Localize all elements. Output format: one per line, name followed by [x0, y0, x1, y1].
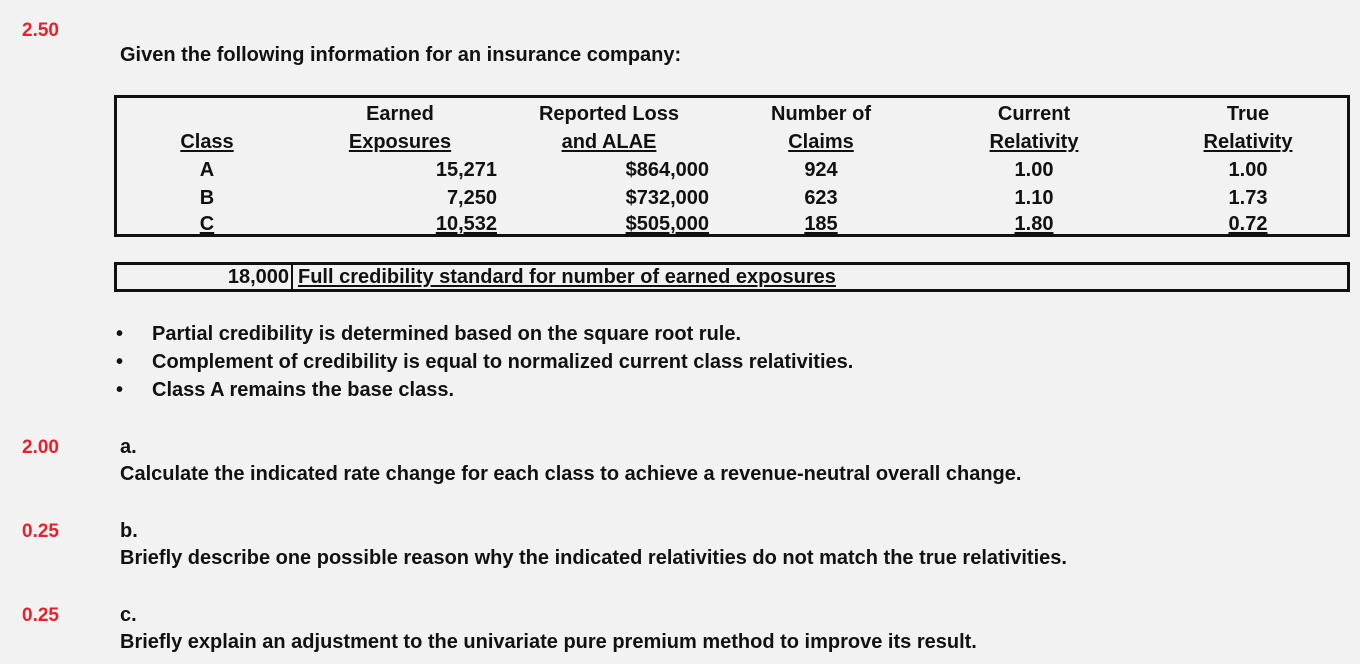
bullet-dot: •	[116, 379, 124, 401]
part-b-letter: b.	[120, 520, 138, 542]
data-table	[114, 95, 1350, 237]
question-points: 2.50	[22, 20, 59, 41]
header-current-line1: Current	[997, 103, 1071, 125]
header-claims-line2: Claims	[788, 131, 854, 153]
header-loss-line2: and ALAE	[561, 131, 657, 153]
bullet-dot: •	[116, 323, 124, 345]
part-c-text: Briefly explain an adjustment to the univariate pure premium method to improve its result.	[120, 631, 977, 653]
part-c-letter: c.	[120, 604, 137, 626]
bullet-text: Class A remains the base class.	[152, 379, 455, 401]
row-c-exposures: 10,532	[435, 213, 497, 235]
row-c-current-wrap	[974, 210, 1094, 238]
header-current	[974, 100, 1094, 156]
row-b-current: 1.10	[1014, 187, 1054, 209]
part-c-points: 0.25	[22, 605, 59, 626]
row-c-class: C	[199, 213, 215, 235]
bullet-text: Partial credibility is determined based on the square root rule.	[152, 323, 742, 345]
header-claims-line1: Number of	[771, 103, 871, 125]
header-loss	[519, 100, 699, 156]
header-class	[157, 100, 257, 156]
row-c-exposures-wrap	[357, 210, 497, 238]
row-c-loss: $505,000	[625, 213, 709, 235]
bullet-item	[116, 379, 454, 402]
header-exposures-line2: Exposures	[348, 131, 452, 153]
row-b-loss: $732,000	[625, 187, 709, 209]
row-b-exposures: 7,250	[446, 187, 497, 209]
header-true-line1: True	[1226, 103, 1270, 125]
header-class-line2: Class	[180, 131, 234, 153]
bullet-item	[116, 323, 741, 346]
part-b-text: Briefly describe one possible reason why the indicated relativities do not match the true relativities.	[120, 547, 1067, 569]
credibility-label: Full credibility standard for number of earned exposures	[298, 266, 836, 288]
row-c-loss-wrap	[549, 210, 709, 238]
header-current-line2: Relativity	[989, 131, 1079, 153]
row-c-claims: 185	[804, 213, 838, 235]
credibility-box	[114, 262, 1350, 292]
row-a-current: 1.00	[1014, 159, 1054, 181]
bullet-text: Complement of credibility is equal to normalized current class relativities.	[152, 351, 854, 373]
credibility-value: 18,000	[227, 266, 289, 288]
row-c-current: 1.80	[1014, 213, 1054, 235]
header-exposures	[330, 100, 470, 156]
bullet-dot: •	[116, 351, 124, 373]
part-a-text: Calculate the indicated rate change for each class to achieve a revenue-neutral overall change.	[120, 463, 1022, 485]
bullet-item	[116, 351, 853, 374]
header-exposures-line1: Earned	[366, 103, 434, 125]
header-claims	[751, 100, 891, 156]
part-a-letter: a.	[120, 436, 137, 458]
part-a-points: 2.00	[22, 437, 59, 458]
row-c-claims-wrap	[751, 210, 891, 238]
row-a-loss: $864,000	[625, 159, 709, 181]
row-b-true: 1.73	[1228, 187, 1268, 209]
row-a-claims: 924	[804, 159, 838, 181]
header-true-line2: Relativity	[1203, 131, 1293, 153]
row-b-claims: 623	[804, 187, 838, 209]
part-b-points: 0.25	[22, 521, 59, 542]
header-true	[1188, 100, 1308, 156]
row-c-true: 0.72	[1228, 213, 1268, 235]
header-class-line1	[157, 100, 257, 128]
row-a-exposures: 15,271	[435, 159, 497, 181]
row-c-true-wrap	[1188, 210, 1308, 238]
credibility-divider	[291, 265, 293, 289]
row-a-true: 1.00	[1228, 159, 1268, 181]
question-intro: Given the following information for an insurance company:	[120, 44, 682, 66]
row-b-class: B	[199, 187, 215, 209]
header-loss-line1: Reported Loss	[538, 103, 680, 125]
row-a-class: A	[199, 159, 215, 181]
